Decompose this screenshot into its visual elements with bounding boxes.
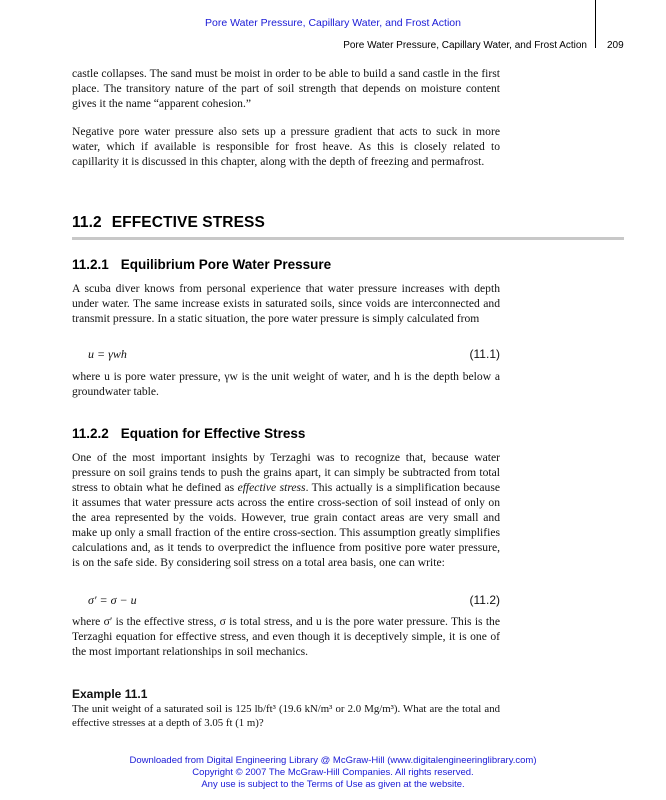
section-rule	[72, 237, 624, 240]
paragraph-equation-11-2-explanation: where σ′ is the effective stress, σ is total stress, and u is the pore water pressure. This is the Terzaghi equation for effective stress, and even though it is deceptively simple, it is one of the most important relationships in soil mechanics.	[72, 615, 500, 658]
header-divider	[595, 0, 596, 48]
equation-number-11-2: (11.2)	[469, 593, 500, 607]
running-header: Pore Water Pressure, Capillary Water, and Frost Action	[343, 40, 587, 51]
download-banner: Pore Water Pressure, Capillary Water, and Frost Action	[205, 17, 461, 29]
subsection-title: Equilibrium Pore Water Pressure	[120, 257, 332, 272]
subsection-title: Equation for Effective Stress	[120, 426, 306, 441]
section-title: EFFECTIVE STRESS	[111, 214, 265, 231]
intro-paragraph-1: castle collapses. The sand must be moist in order to be able to build a sand castle in the first place. The transitory nature of the part of soil strength that depends on moisture content gives it the name “apparent cohesion.”	[72, 67, 500, 110]
equation-11-1: u = γwh	[88, 347, 127, 361]
paragraph-text: One of the most important insights by Terzaghi was to recognize that, because water pressure on soil grains tends to push the grains apart, it can simply be subtracted from total stress to obtain what he defined as	[72, 451, 500, 494]
section-number: 11.2	[72, 214, 102, 231]
section-heading	[72, 214, 265, 232]
page-number: 209	[607, 40, 624, 51]
footer-copyright: Copyright © 2007 The McGraw-Hill Companies. All rights reserved.	[192, 767, 474, 778]
footer-download-link[interactable]: Downloaded from Digital Engineering Library @ McGraw-Hill (www.digitalengineeringlibrary.com)	[129, 755, 537, 766]
paragraph-pore-pressure: A scuba diver knows from personal experience that water pressure increases with depth under water. The same increase exists in saturated soils, since voids are interconnected and transmit pressure. In a static situation, the pore water pressure is simply calculated from	[72, 282, 500, 325]
example-text: The unit weight of a saturated soil is 125 lb/ft³ (19.6 kN/m³ or 2.0 Mg/m³). What are the total and effective stresses at a depth of 3.05 ft (1 m)?	[72, 703, 500, 729]
subsection-heading-11-2-1	[72, 257, 331, 272]
example-heading: Example 11.1	[72, 687, 148, 701]
paragraph-equation-11-1-explanation: where u is pore water pressure, γw is the unit weight of water, and h is the depth below a groundwater table.	[72, 370, 500, 398]
equation-number-11-1: (11.1)	[469, 347, 500, 361]
equation-11-2: σ′ = σ − u	[88, 593, 137, 607]
paragraph-text: . This actually is a simplification because it assumes that water pressure acts across the entire cross-section of soil instead of only on the area represented by the voids. However, true grain contact areas are very small and make up only a small fraction of the entire cross-section. This assumption greatly simplifies calculations and, as it tends to overpredict the influence from positive pore water pressure, is on the safe side. By considering soil stress on a total area basis, one can write:	[72, 481, 501, 569]
emphasized-term: effective stress	[237, 481, 306, 494]
footer-terms: Any use is subject to the Terms of Use as given at the website.	[201, 779, 465, 790]
subsection-heading-11-2-2	[72, 426, 305, 441]
subsection-number: 11.2.1	[72, 257, 109, 272]
subsection-number: 11.2.2	[72, 426, 109, 441]
paragraph-effective-stress	[72, 450, 500, 570]
intro-paragraph-2: Negative pore water pressure also sets up a pressure gradient that acts to suck in more water, which if available is responsible for frost heave. As this is closely related to capillarity it is discussed in this chapter, along with the depth of freezing and permafrost.	[72, 125, 500, 168]
